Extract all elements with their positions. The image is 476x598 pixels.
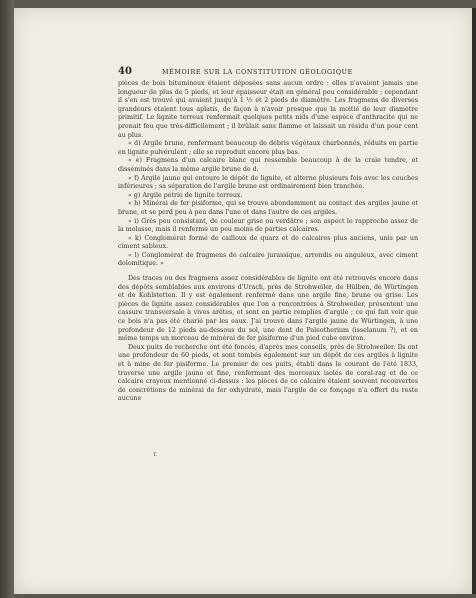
page-number: 40 xyxy=(118,66,132,77)
page-header xyxy=(118,66,418,80)
signature-mark: T. xyxy=(153,452,158,458)
list-item-e: « e) Fragmens d'un calcaire blanc qui ressemble beaucoup à de la craie tendre, et disséminés dans la même argile brune de d. xyxy=(118,157,418,173)
list-item-l: « l) Conglomérat de fragmens de calcaire jurassique, arrondis ou anguleux, avec ciment dolomitique. » xyxy=(118,251,418,268)
list-item-i: « i) Grès peu consistant, de couleur grise ou verdâtre ; son aspect le rapproche assez de la molasse, mais il renferme un peu moins de parties calcaires. xyxy=(118,217,418,234)
body-text xyxy=(118,80,418,404)
paragraph: Des traces ou des fragmens assez considérables de lignite ont été retrouvés encore dans des dépôts semblables aux environs d'Urach, près de Strohweiler, de Hülben, de Würtingen et de Kohlstetten. Il y est également renfermé dans une argile fine, brune ou grise. Les pièces de lignite assez considérables que l'on a rencontrées à Strohweiler, présentent une cassure transversale à vives arêtes, et sont en partie remplies d'argile ; ce qui fait voir que ce bois n'a pas été charié par les eaux. J'ai trouvé dans l'argile jaune de Würtingen, à une profondeur de 12 pieds au-dessous du sol, une dent de Paleotherium (isselanum ?), et en même temps un morceau de minérai de fer pisiforme d'un pied cube environ. xyxy=(118,275,418,343)
scan-edge-right xyxy=(472,8,476,594)
list-item-d: « d) Argile brune, renfermant beaucoup de débris végétaux charbonnés, réduits en partie en lignite pulvérulent ; elle se reproduit encore plus bas. xyxy=(118,140,418,156)
list-item-h: « h) Minérai de fer pisiforme, qui se trouve abondamment au contact des argiles jaune et brune, et se perd peu à peu dans l'une et dans l'autre de ces argiles. xyxy=(118,200,418,216)
list-item-g: « g) Argile pétrie de lignite terreux. xyxy=(128,191,243,199)
scan-edge xyxy=(0,0,14,598)
list-item-f: « f) Argile jaune qui entoure le dépôt de lignite, et alterne plusieurs fois avec les couches inférieures ; sa séparation de l'argile brune est ordinairement bien tranchée. xyxy=(118,174,418,191)
running-title: MÉMOIRE SUR LA CONSTITUTION GÉOLOGIQUE xyxy=(162,68,353,76)
paragraph: pièces de bois bitumineux étaient déposées sans aucun ordre : elles n'avaient jamais une longueur de plus de 5 pieds, et leur épaisseur était en général peu considérable ; cependant il s'en est trouvé qui avaient jusqu'à 1 ½ et 2 pieds de diamètre. Les fragmens de diverses grandeurs étaient tous aplatis, de façon à n'avoir presque que la moitié de leur diamètre primitif. Le lignite terreux renfermait quelques petits nids d'une espèce d'anthracite qui ne prenait feu que très-difficilement ; il brûlait sans flamme et laissait un résidu d'un pour cent au plus. xyxy=(118,80,418,139)
list-item-k: « k) Conglomérat formé de cailloux de quarz et de calcaires plus anciens, unis par un ciment sableux. xyxy=(118,234,418,251)
paragraph: Deux puits de recherche ont été foncés, d'après mes conseils, près de Strohweiler. Ils ont une profondeur de 60 pieds, et sont tombés également sur un dépôt de ces argiles à lignite et à mine de fer pisiforme. Le premier de ces puits, établi dans le courant de l'été 1833, traverse une argile jaune et fine, renfermant des morceaux isolés de coral-rag et de ce calcaire crayeux mentionné ci-dessus : les pièces de ce calcaire étaient souvent recouvertes de concrétions de minérai de fer oxhydraté, mais l'argile de ce fonçage n'a offert du reste aucune xyxy=(118,343,418,403)
